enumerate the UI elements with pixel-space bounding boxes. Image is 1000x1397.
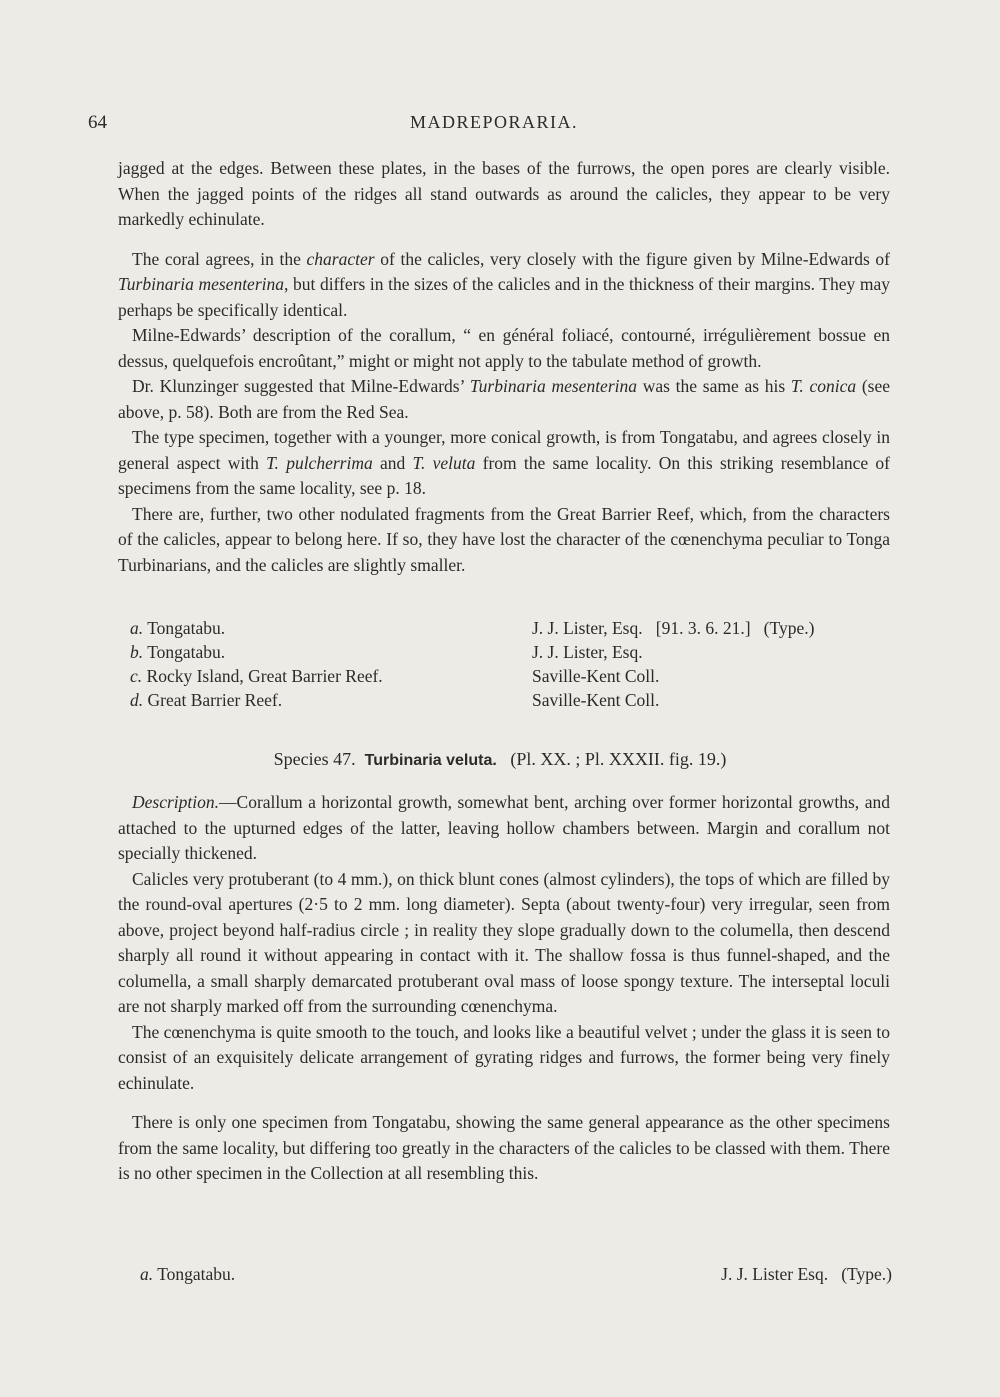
specimen-row-final: a. Tongatabu. J. J. Lister Esq. (Type.) <box>140 1264 892 1284</box>
paragraph: There are, further, two other nodulated fragments from the Great Barrier Reef, which, from the characters of the calicles, appear to belong here. If so, they have lost the character of the cœnenchyma peculiar to Tonga Turbinarians, and the calicles are slightly smaller. <box>118 503 890 575</box>
paragraph: Calicles very protuberant (to 4 mm.), on thick blunt cones (almost cylinders), the tops of which are filled by the round-oval apertures (2·5 to 2 mm. long diameter). Septa (about twenty-four) very irregular, seen from above, project beyond half-radius circle ; in reality they slope gradually down to the columella, then descend sharply all round it without appearing in contact with it. The shallow fossa is thus funnel-shaped, and the columella, a small sharply demarcated protuberant oval mass of loose spongy texture. The interseptal loculi are not sharply marked off from the surrounding cœnenchyma. <box>118 868 890 1016</box>
paragraph: The cœnenchyma is quite smooth to the touch, and looks like a beautiful velvet ; under the glass it is seen to consist of an exquisitely delicate arrangement of gyrating ridges and furrows, the former being very finely echinulate. <box>118 1021 890 1093</box>
specimen-row: d. Great Barrier Reef. Saville-Kent Coll. <box>130 690 660 710</box>
paragraph: The coral agrees, in the character of the calicles, very closely with the figure given by Milne-Edwards of Turbinaria mesenterina, but differs in the sizes of the calicles and in the thickness of their margins. They may perhaps be specifically identical. <box>118 248 890 320</box>
text-block-upper <box>118 156 890 578</box>
page-number: 64 <box>88 112 107 133</box>
running-title: MADREPORARIA. <box>409 112 579 132</box>
paragraph: jagged at the edges. Between these plates, in the bases of the furrows, the open pores are clearly visible. When the jagged points of the ridges all stand outwards as around the calicles, they appear to be very markedly echinulate. <box>118 158 890 229</box>
page-header <box>88 112 900 138</box>
species-heading: Species 47. Turbinaria veluta. (Pl. XX. ; Pl. XXXII. fig. 19.) <box>273 749 727 769</box>
specimen-row: c. Rocky Island, Great Barrier Reef. Saville-Kent Coll. <box>130 666 660 686</box>
paragraph: The type specimen, together with a younger, more conical growth, is from Tongatabu, and agrees closely in general aspect with T. pulcherrima and T. veluta from the same locality. On this striking resemblance of specimens from the same locality, see p. 18. <box>118 427 890 498</box>
paragraph: Milne-Edwards’ description of the corallum, “ en général foliacé, contourné, irrégulièrement bossue en dessus, quelquefois encroûtant,” might or might not apply to the tabulate method of growth. <box>118 325 890 371</box>
text-block-lower <box>118 790 890 1187</box>
paragraph: There is only one specimen from Tongatabu, showing the same general appearance as the other specimens from the same locality, but differing too greatly in the characters of the calicles to be classed with them. There is no other specimen in the Collection at all resembling this. <box>118 1112 890 1183</box>
specimen-list <box>130 616 890 712</box>
specimen-row: b. Tongatabu. J. J. Lister, Esq. <box>130 642 643 662</box>
paragraph: Description.—Corallum a horizontal growth, somewhat bent, arching over former horizontal growths, and attached to the upturned edges of the latter, leaving hollow chambers between. Margin and corallum not specially thickened. <box>118 792 890 863</box>
paragraph: Dr. Klunzinger suggested that Milne-Edwards’ Turbinaria mesenterina was the same as his T. conica (see above, p. 58). Both are from the Red Sea. <box>118 376 890 422</box>
specimen-row: a. Tongatabu. J. J. Lister, Esq. [91. 3. 6. 21.] (Type.) <box>130 618 815 638</box>
